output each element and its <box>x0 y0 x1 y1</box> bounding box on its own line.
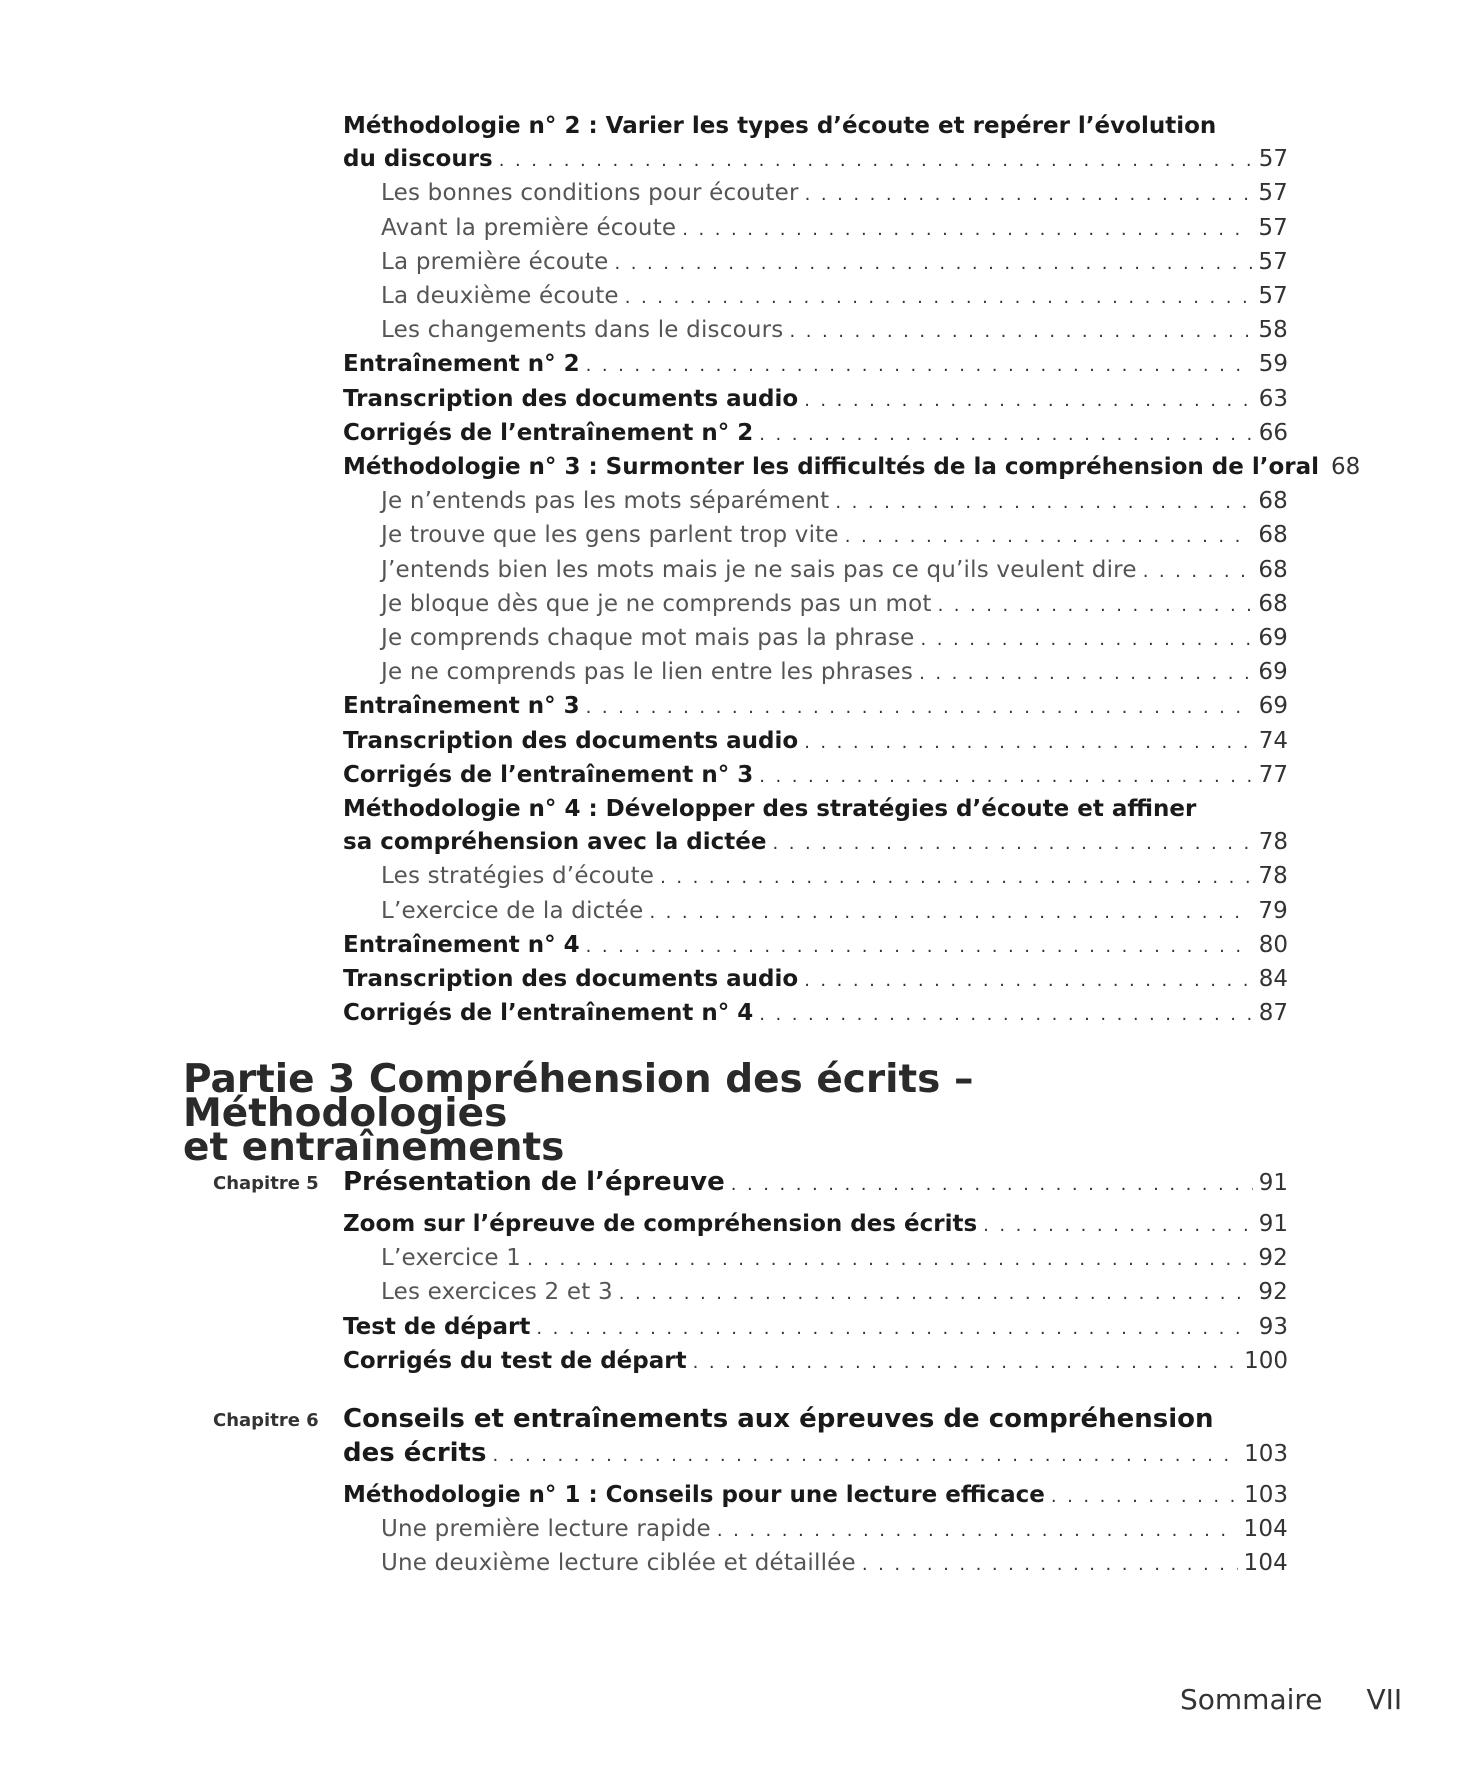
toc-entry-title: sa compréhension avec la dictée <box>343 829 767 856</box>
dot-leader <box>772 827 1252 860</box>
dot-leader <box>804 726 1253 759</box>
footer-label: Sommaire <box>1180 1683 1323 1716</box>
page-number: 58 <box>1258 317 1288 344</box>
dot-leader <box>804 384 1253 417</box>
toc-entry-title: Transcription des documents audio <box>343 385 799 412</box>
toc-entry-line <box>381 177 1288 211</box>
footer-page-number: VII <box>1366 1683 1403 1716</box>
toc-entry-line <box>343 417 1288 451</box>
page-number: 84 <box>1258 966 1288 993</box>
page-number: 80 <box>1258 931 1288 958</box>
toc-entry-line <box>381 1242 1288 1276</box>
part-title-line-1: Partie 3 Compréhension des écrits – Méthodologies <box>183 1057 974 1136</box>
page-number: 57 <box>1258 283 1288 310</box>
dot-leader <box>619 1277 1253 1310</box>
toc-entry-title: Une deuxième lecture ciblée et détaillée <box>381 1550 856 1577</box>
toc-entry-line <box>381 588 1288 622</box>
toc-entry-line <box>381 1547 1288 1581</box>
toc-entry[interactable] <box>343 383 1288 417</box>
page-number: 68 <box>1258 488 1288 515</box>
dot-leader <box>862 1548 1238 1581</box>
page-number: 74 <box>1258 727 1288 754</box>
dot-leader <box>983 1209 1253 1242</box>
toc-entry-line <box>381 212 1288 246</box>
dot-leader <box>492 1439 1238 1473</box>
page-number: 78 <box>1258 829 1288 856</box>
toc-entry-line <box>343 1208 1288 1242</box>
page-footer <box>1180 1683 1402 1716</box>
toc-subentry[interactable] <box>343 656 1288 690</box>
toc-entry-line <box>343 759 1288 793</box>
toc-subentry[interactable] <box>343 314 1288 348</box>
toc-entry-line <box>381 1276 1288 1310</box>
toc-subentry[interactable] <box>343 860 1288 894</box>
dot-leader <box>527 1243 1252 1276</box>
toc-entry-title: Transcription des documents audio <box>343 727 799 754</box>
dot-leader <box>682 213 1252 246</box>
page-number: 69 <box>1258 659 1288 686</box>
toc-entry-line <box>343 143 1288 177</box>
toc-entry-line <box>343 1479 1288 1513</box>
chapter-title-line <box>343 1436 1288 1473</box>
toc-entry-line <box>381 860 1288 894</box>
part-title <box>183 1057 1283 1170</box>
toc-entry-title: Zoom sur l’épreuve de compréhension des écrits <box>343 1211 978 1237</box>
page-number: 100 <box>1244 1347 1288 1374</box>
toc-entry-line <box>381 246 1288 280</box>
page-number: 87 <box>1258 1000 1288 1027</box>
toc-entry-title: Je comprends chaque mot mais pas la phrase <box>381 625 915 652</box>
toc-entry[interactable] <box>343 1311 1288 1345</box>
toc-entry[interactable] <box>343 759 1288 793</box>
toc-entry-line <box>343 348 1288 382</box>
page-number: 103 <box>1244 1441 1288 1467</box>
toc-entry-title: Avant la première écoute <box>381 214 677 241</box>
toc-entry-title: L’exercice 1 <box>381 1245 522 1272</box>
chapter-title-text: Conseils et entraînements aux épreuves de compréhension <box>343 1404 1214 1434</box>
page-number: 79 <box>1258 897 1288 924</box>
toc-subentry[interactable] <box>343 554 1288 588</box>
toc-entry-line <box>381 895 1288 929</box>
toc-entry-title: Transcription des documents audio <box>343 966 799 993</box>
toc-entry-line <box>343 383 1288 417</box>
chapter-title-text: des écrits <box>343 1438 487 1468</box>
toc-entry-title: Entraînement n° 3 <box>343 693 580 720</box>
toc-entry-title: Les changements dans le discours <box>381 317 784 344</box>
toc-entry-line <box>381 554 1288 588</box>
toc-subentry[interactable] <box>343 212 1288 246</box>
toc-entry[interactable] <box>343 793 1288 860</box>
toc-entry-line <box>343 826 1288 860</box>
toc-entry-title: Je ne comprends pas le lien entre les phrases <box>381 659 914 686</box>
dot-leader <box>789 315 1252 348</box>
toc-entry-title: Entraînement n° 2 <box>343 351 580 378</box>
toc-entry-line <box>343 963 1288 997</box>
dot-leader <box>845 520 1253 553</box>
toc-entry-title: du discours <box>343 146 493 173</box>
page-number: 59 <box>1258 351 1288 378</box>
dot-leader <box>731 1168 1253 1202</box>
toc-entry-line <box>343 793 1288 826</box>
toc-entry-title: Je bloque dès que je ne comprends pas un mot <box>381 590 932 617</box>
dot-leader <box>835 486 1252 519</box>
page-number: 92 <box>1258 1279 1288 1306</box>
toc-subentry[interactable] <box>343 1242 1288 1276</box>
page-number: 57 <box>1258 214 1288 241</box>
toc-entry[interactable] <box>343 1479 1288 1513</box>
chapter-title-text: Présentation de l’épreuve <box>343 1167 725 1197</box>
toc-subentry[interactable] <box>343 280 1288 314</box>
page-number: 103 <box>1244 1482 1288 1508</box>
toc-entry-line <box>343 1311 1288 1345</box>
dot-leader <box>649 896 1252 929</box>
dot-leader <box>805 178 1253 211</box>
toc-entry-line <box>381 280 1288 314</box>
page-number: 68 <box>1258 522 1288 549</box>
dot-leader <box>759 760 1253 793</box>
dot-leader <box>919 657 1252 690</box>
dot-leader <box>1143 555 1253 588</box>
toc-entry[interactable] <box>343 929 1288 963</box>
page-number: 91 <box>1258 1170 1288 1196</box>
dot-leader <box>804 964 1253 997</box>
toc-entry-line <box>381 485 1288 519</box>
toc-entry-line <box>343 110 1288 143</box>
dot-leader <box>660 861 1252 894</box>
dot-leader <box>921 623 1253 656</box>
page-number: 77 <box>1258 761 1288 788</box>
chapter-6 <box>183 1402 1293 1582</box>
toc-entry-title: Une première lecture rapide <box>381 1516 711 1543</box>
toc-entry-title: Je n’entends pas les mots séparément <box>381 488 830 515</box>
toc-entry[interactable] <box>343 963 1288 997</box>
toc-entry[interactable] <box>343 725 1288 759</box>
page-number: 63 <box>1258 385 1288 412</box>
toc-entry-title: Entraînement n° 4 <box>343 931 580 958</box>
page-number: 104 <box>1243 1550 1288 1577</box>
toc-entry-title: Corrigés de l’entraînement n° 3 <box>343 761 754 788</box>
toc-entry-title: J’entends bien les mots mais je ne sais pas ce qu’ils veulent dire <box>381 556 1137 583</box>
page-number: 92 <box>1258 1245 1288 1272</box>
chapter-title[interactable] <box>343 1402 1288 1473</box>
toc-subentry[interactable] <box>343 895 1288 929</box>
dot-leader <box>499 144 1253 177</box>
toc-entry[interactable] <box>343 690 1288 724</box>
toc-entry-title: Méthodologie n° 4 : Développer des stratégies d’écoute et affiner <box>343 796 1197 823</box>
toc-entry-line <box>343 451 1361 485</box>
toc-entry-line <box>343 929 1288 963</box>
page-number: 69 <box>1258 625 1288 652</box>
dot-leader <box>615 247 1253 280</box>
toc-subentry[interactable] <box>343 622 1288 656</box>
toc-subentry[interactable] <box>343 588 1288 622</box>
toc-entry-title: Test de départ <box>343 1313 531 1340</box>
page-number: 68 <box>1258 590 1288 617</box>
toc-entry-title: Je trouve que les gens parlent trop vite <box>381 522 839 549</box>
toc-entry[interactable] <box>343 348 1288 382</box>
page-number: 91 <box>1258 1211 1288 1237</box>
dot-leader <box>586 691 1253 724</box>
toc-entry-title: L’exercice de la dictée <box>381 897 644 924</box>
dot-leader <box>759 418 1253 451</box>
toc-entry-title: La deuxième écoute <box>381 283 619 310</box>
toc-entry-title: Corrigés de l’entraînement n° 4 <box>343 1000 754 1027</box>
toc-entry-line <box>381 1513 1288 1547</box>
page-number: 57 <box>1258 248 1288 275</box>
toc-entry-title: Corrigés du test de départ <box>343 1347 687 1374</box>
toc-subentry[interactable] <box>343 246 1288 280</box>
toc-entry-line <box>343 997 1288 1031</box>
toc-entry-line <box>343 690 1288 724</box>
toc-entry-title: La première écoute <box>381 248 609 275</box>
dot-leader <box>938 589 1253 622</box>
toc-subentry[interactable] <box>343 177 1288 211</box>
toc-subentry[interactable] <box>343 1276 1288 1310</box>
chapter-title-line <box>343 1165 1288 1202</box>
toc-entry-line <box>381 519 1288 553</box>
page-number: 78 <box>1258 863 1288 890</box>
toc-entry-title: Corrigés de l’entraînement n° 2 <box>343 419 754 446</box>
chapter-title[interactable] <box>343 1165 1288 1202</box>
toc-section-a <box>343 110 1361 1031</box>
dot-leader <box>1051 1480 1238 1513</box>
chapter-label: Chapitre 5 <box>213 1173 319 1194</box>
toc-entry[interactable] <box>343 110 1288 177</box>
toc-subentry[interactable] <box>343 1547 1288 1581</box>
toc-entry[interactable] <box>343 997 1288 1031</box>
toc-entry-title: Les stratégies d’écoute <box>381 863 655 890</box>
toc-entry[interactable] <box>343 1345 1288 1379</box>
page-number: 93 <box>1258 1313 1288 1340</box>
dot-leader <box>717 1514 1238 1547</box>
chapter-entries <box>343 1479 1288 1582</box>
toc-entry-line <box>343 1345 1288 1379</box>
toc-subentry[interactable] <box>343 519 1288 553</box>
dot-leader <box>625 281 1253 314</box>
toc-entry-title: Les bonnes conditions pour écouter <box>381 180 799 207</box>
page-number: 68 <box>1258 556 1288 583</box>
dot-leader <box>536 1312 1252 1345</box>
toc-entry-title: Les exercices 2 et 3 <box>381 1279 613 1306</box>
page-number: 69 <box>1258 693 1288 720</box>
page-number: 68 <box>1331 454 1361 481</box>
chapter-entries <box>343 1208 1288 1379</box>
toc-entry[interactable] <box>343 1208 1288 1242</box>
page-number: 104 <box>1243 1516 1288 1543</box>
toc-entry[interactable] <box>343 451 1361 485</box>
page-number: 66 <box>1258 419 1288 446</box>
toc-entry-title: Méthodologie n° 1 : Conseils pour une lecture efficace <box>343 1482 1045 1508</box>
part-title-line-2: et entraînements <box>183 1125 565 1170</box>
dot-leader <box>693 1346 1238 1379</box>
toc-entry-line <box>381 622 1288 656</box>
page-number: 57 <box>1258 180 1288 207</box>
chapter-5 <box>183 1165 1293 1379</box>
page-number: 57 <box>1258 146 1288 173</box>
toc-entry-title: Méthodologie n° 3 : Surmonter les difficultés de la compréhension de l’oral <box>343 454 1320 481</box>
chapter-title-line <box>343 1402 1288 1436</box>
dot-leader <box>586 349 1253 382</box>
chapter-label: Chapitre 6 <box>213 1410 319 1431</box>
dot-leader <box>586 930 1253 963</box>
toc-entry-line <box>381 656 1288 690</box>
toc-entry-line <box>343 725 1288 759</box>
toc-subentry[interactable] <box>343 485 1288 519</box>
toc-entry-title: Méthodologie n° 2 : Varier les types d’écoute et repérer l’évolution <box>343 113 1217 139</box>
toc-entry[interactable] <box>343 417 1288 451</box>
dot-leader <box>759 998 1253 1031</box>
toc-entry-line <box>381 314 1288 348</box>
toc-subentry[interactable] <box>343 1513 1288 1547</box>
